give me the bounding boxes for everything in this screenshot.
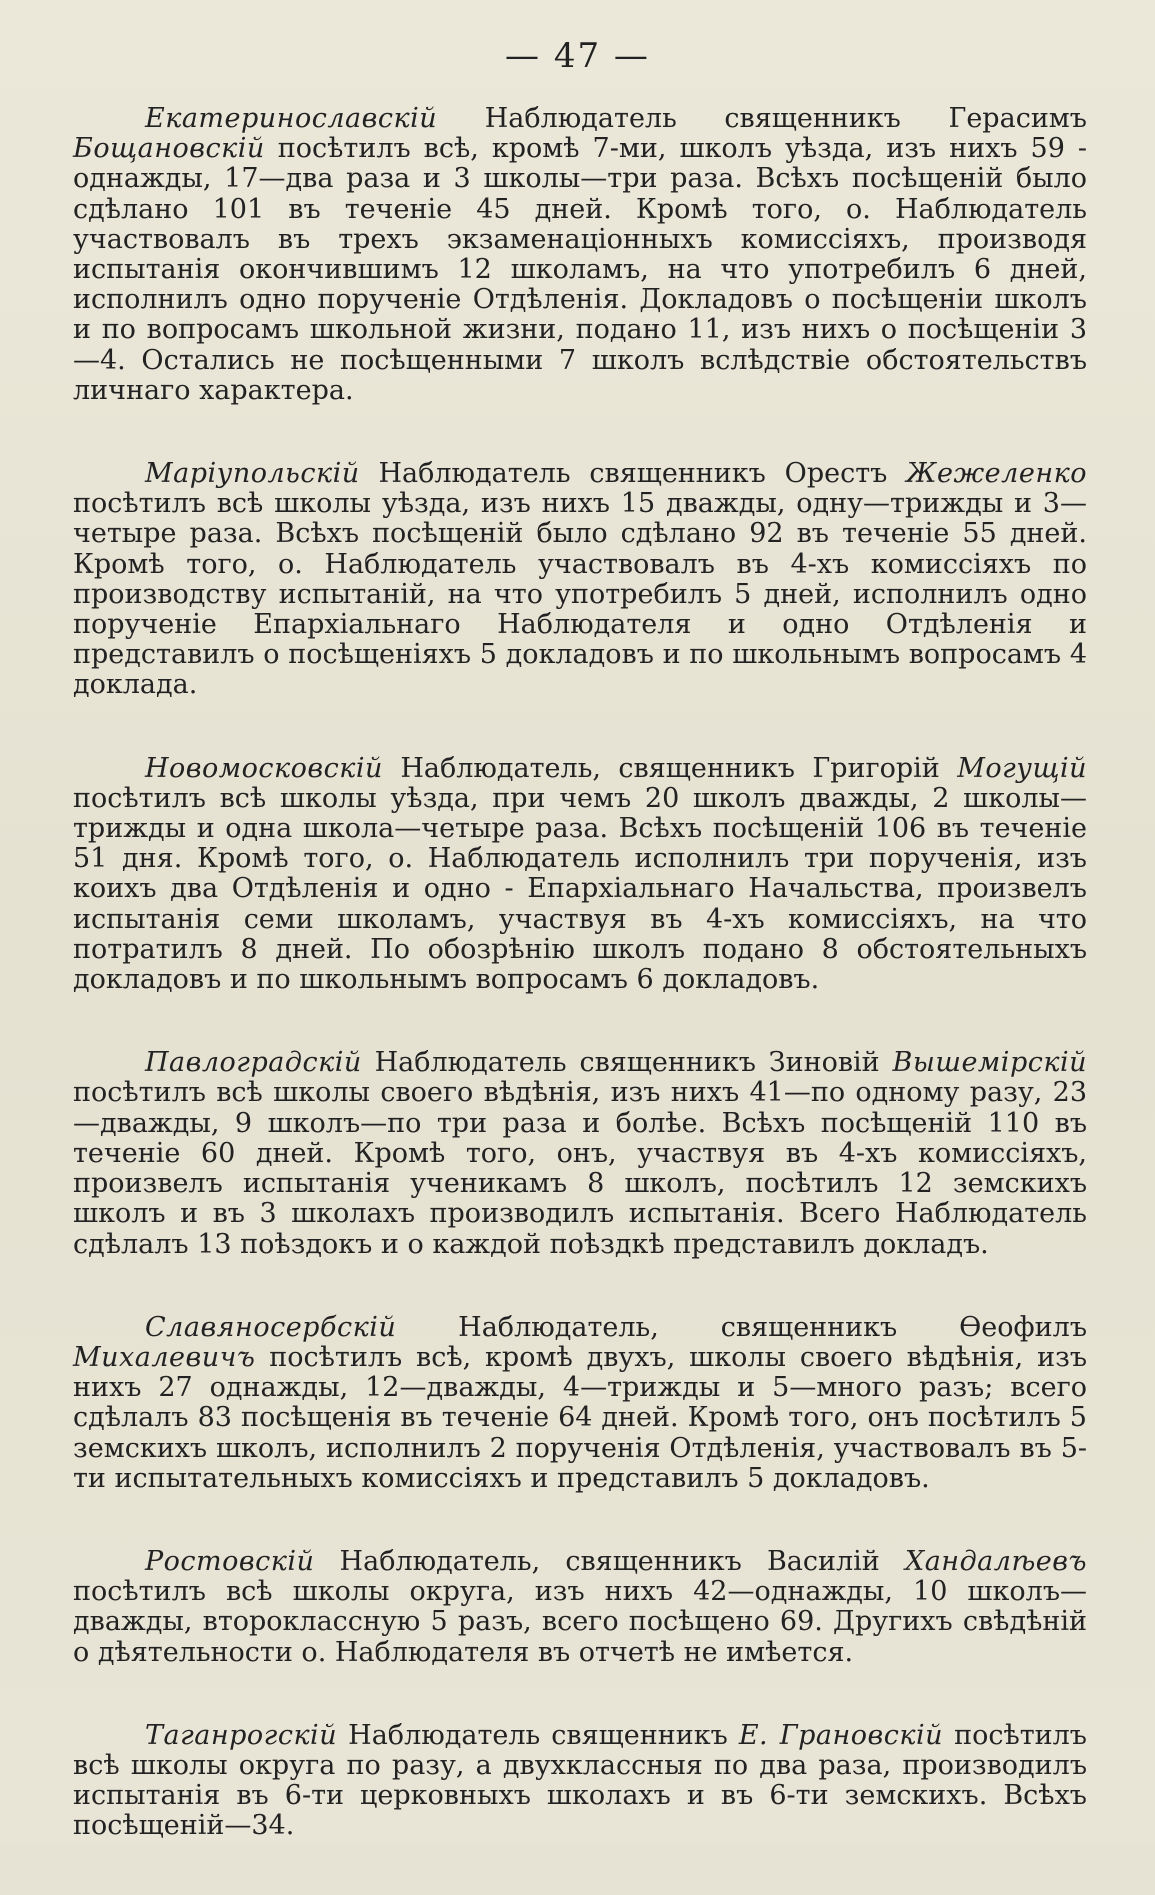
- paragraph-text: посѣтилъ всѣ школы округа, изъ нихъ 42—однажды, 10 школъ—дважды, второклассную 5 разъ, всего посѣщено 69. Другихъ свѣдѣній о дѣятельности о. Наблюдателя въ отчетѣ не имѣется.: [73, 1576, 1087, 1668]
- paragraph-text: Наблюдатель священникъ Герасимъ: [437, 103, 1087, 134]
- paragraph-text: Наблюдатель, священникъ Григорій: [382, 752, 958, 784]
- district-name: Таганрогскій: [145, 1719, 338, 1751]
- paragraph-mariupol: [73, 459, 1087, 701]
- district-name: Новомосковскій: [145, 752, 383, 784]
- paragraph-text: Наблюдатель, священникъ Ѳеофилъ: [396, 1311, 1087, 1343]
- paragraph-ekaterinoslav: [73, 104, 1087, 406]
- observer-surname: Михалевичъ: [73, 1341, 256, 1373]
- paragraph-text: посѣтилъ всѣ, кромѣ двухъ, школы своего вѣдѣнія, изъ нихъ 27 однажды, 12—дважды, 4—трижды и 5—много разъ; всего сдѣлалъ 83 посѣщенія въ теченіе 64 дней. Кромѣ того, онъ посѣтилъ 5 земскихъ школъ, исполнилъ 2 порученія Отдѣленія, участвовалъ въ 5-ти испытательныхъ комиссіяхъ и представилъ 5 докладовъ.: [73, 1341, 1087, 1494]
- observer-surname: Бощановскій: [73, 133, 265, 165]
- observer-surname: Е. Грановскій: [738, 1719, 943, 1751]
- observer-surname: Могущій: [957, 752, 1087, 784]
- district-name: Маріупольскій: [145, 458, 360, 490]
- observer-surname: Вышемірскій: [892, 1047, 1087, 1079]
- paragraph-text: Наблюдатель священникъ Орестъ: [359, 458, 907, 490]
- paragraph-text: посѣтилъ всѣ, кромѣ 7-ми, школъ уѣзда, изъ нихъ 59 - однажды, 17—два раза и 3 школы—три раза. Всѣхъ посѣщеній было сдѣлано 101 въ теченіе 45 дней. Кромѣ того, о. Наблюдатель участвовалъ въ трехъ экзаменаціонныхъ комиссіяхъ, производя испытанія окончившимъ 12 школамъ, на что употребилъ 6 дней, исполнилъ одно порученіе Отдѣленія. Докладовъ о посѣщеніи школъ и по вопросамъ школьной жизни, подано 11, изъ нихъ о посѣщеніи 3—4. Остались не посѣщенными 7 школъ вслѣдствіе обстоятельствъ личнаго характера.: [73, 133, 1087, 406]
- paragraph-pavlograd: [73, 1048, 1087, 1259]
- observer-surname: Хандалѣевъ: [904, 1545, 1087, 1577]
- paragraph-text: посѣтилъ всѣ школы уѣзда, при чемъ 20 школъ дважды, 2 школы—трижды и одна школа—четыре раза. Всѣхъ посѣщеній 106 въ теченіе 51 дня. Кромѣ того, о. Наблюдатель исполнилъ три порученія, изъ коихъ два Отдѣленія и одно - Епархіальнаго Начальства, произвелъ испытанія семи школамъ, участвуя въ 4-хъ комиссіяхъ, на что потратилъ 8 дней. По обозрѣнію школъ подано 8 обстоятельныхъ докладовъ и по школьнымъ вопросамъ 6 докладовъ.: [73, 782, 1087, 996]
- paragraph-text: Наблюдатель священникъ: [337, 1719, 739, 1751]
- paragraph-rostov: [73, 1547, 1087, 1668]
- paragraph-text: Наблюдатель священникъ Зиновій: [361, 1047, 893, 1079]
- page-number: — 47 —: [505, 36, 650, 76]
- district-name: Славяносербскій: [145, 1311, 397, 1343]
- paragraph-text: посѣтилъ всѣ школы округа по разу, а двухклассныя по два раза, производилъ испытанія въ 6-ти церковныхъ школахъ и въ 6-ти земскихъ. Всѣхъ посѣщеній—34.: [73, 1719, 1087, 1842]
- paragraph-text: Наблюдатель, священникъ Василій: [314, 1545, 905, 1577]
- district-name: Павлоградскій: [145, 1047, 362, 1079]
- district-name: Екатеринославскій: [145, 103, 438, 134]
- report-body: [73, 104, 1087, 1895]
- paragraph-novomoskovsk: [73, 754, 1087, 996]
- paragraph-text: посѣтилъ всѣ школы своего вѣдѣнія, изъ нихъ 41—по одному разу, 23—дважды, 9 школъ—по три раза и болѣе. Всѣхъ посѣщеній 110 въ теченіе 60 дней. Кромѣ того, онъ, участвуя въ 4-хъ комиссіяхъ, произвелъ испытанія ученикамъ 8 школъ, посѣтилъ 12 земскихъ школъ и въ 3 школахъ производилъ испытанія. Всего Наблюдатель сдѣлалъ 13 поѣздокъ и о каждой поѣздкѣ представилъ докладъ.: [73, 1077, 1087, 1260]
- paragraph-slavyanoserbsk: [73, 1313, 1087, 1494]
- paragraph-text: посѣтилъ всѣ школы уѣзда, изъ нихъ 15 дважды, одну—трижды и 3—четыре раза. Всѣхъ посѣщеній было сдѣлано 92 въ теченіе 55 дней. Кромѣ того, о. Наблюдатель участвовалъ въ 4-хъ комиссіяхъ по производству испытаній, на что употребилъ 5 дней, исполнилъ одно порученіе Епархіальнаго Наблюдателя и одно Отдѣленія и представилъ о посѣщеніяхъ 5 докладовъ и по школьнымъ вопросамъ 4 доклада.: [73, 488, 1087, 701]
- observer-surname: Жежеленко: [906, 458, 1087, 490]
- paragraph-taganrog: [73, 1721, 1087, 1842]
- district-name: Ростовскій: [145, 1545, 315, 1577]
